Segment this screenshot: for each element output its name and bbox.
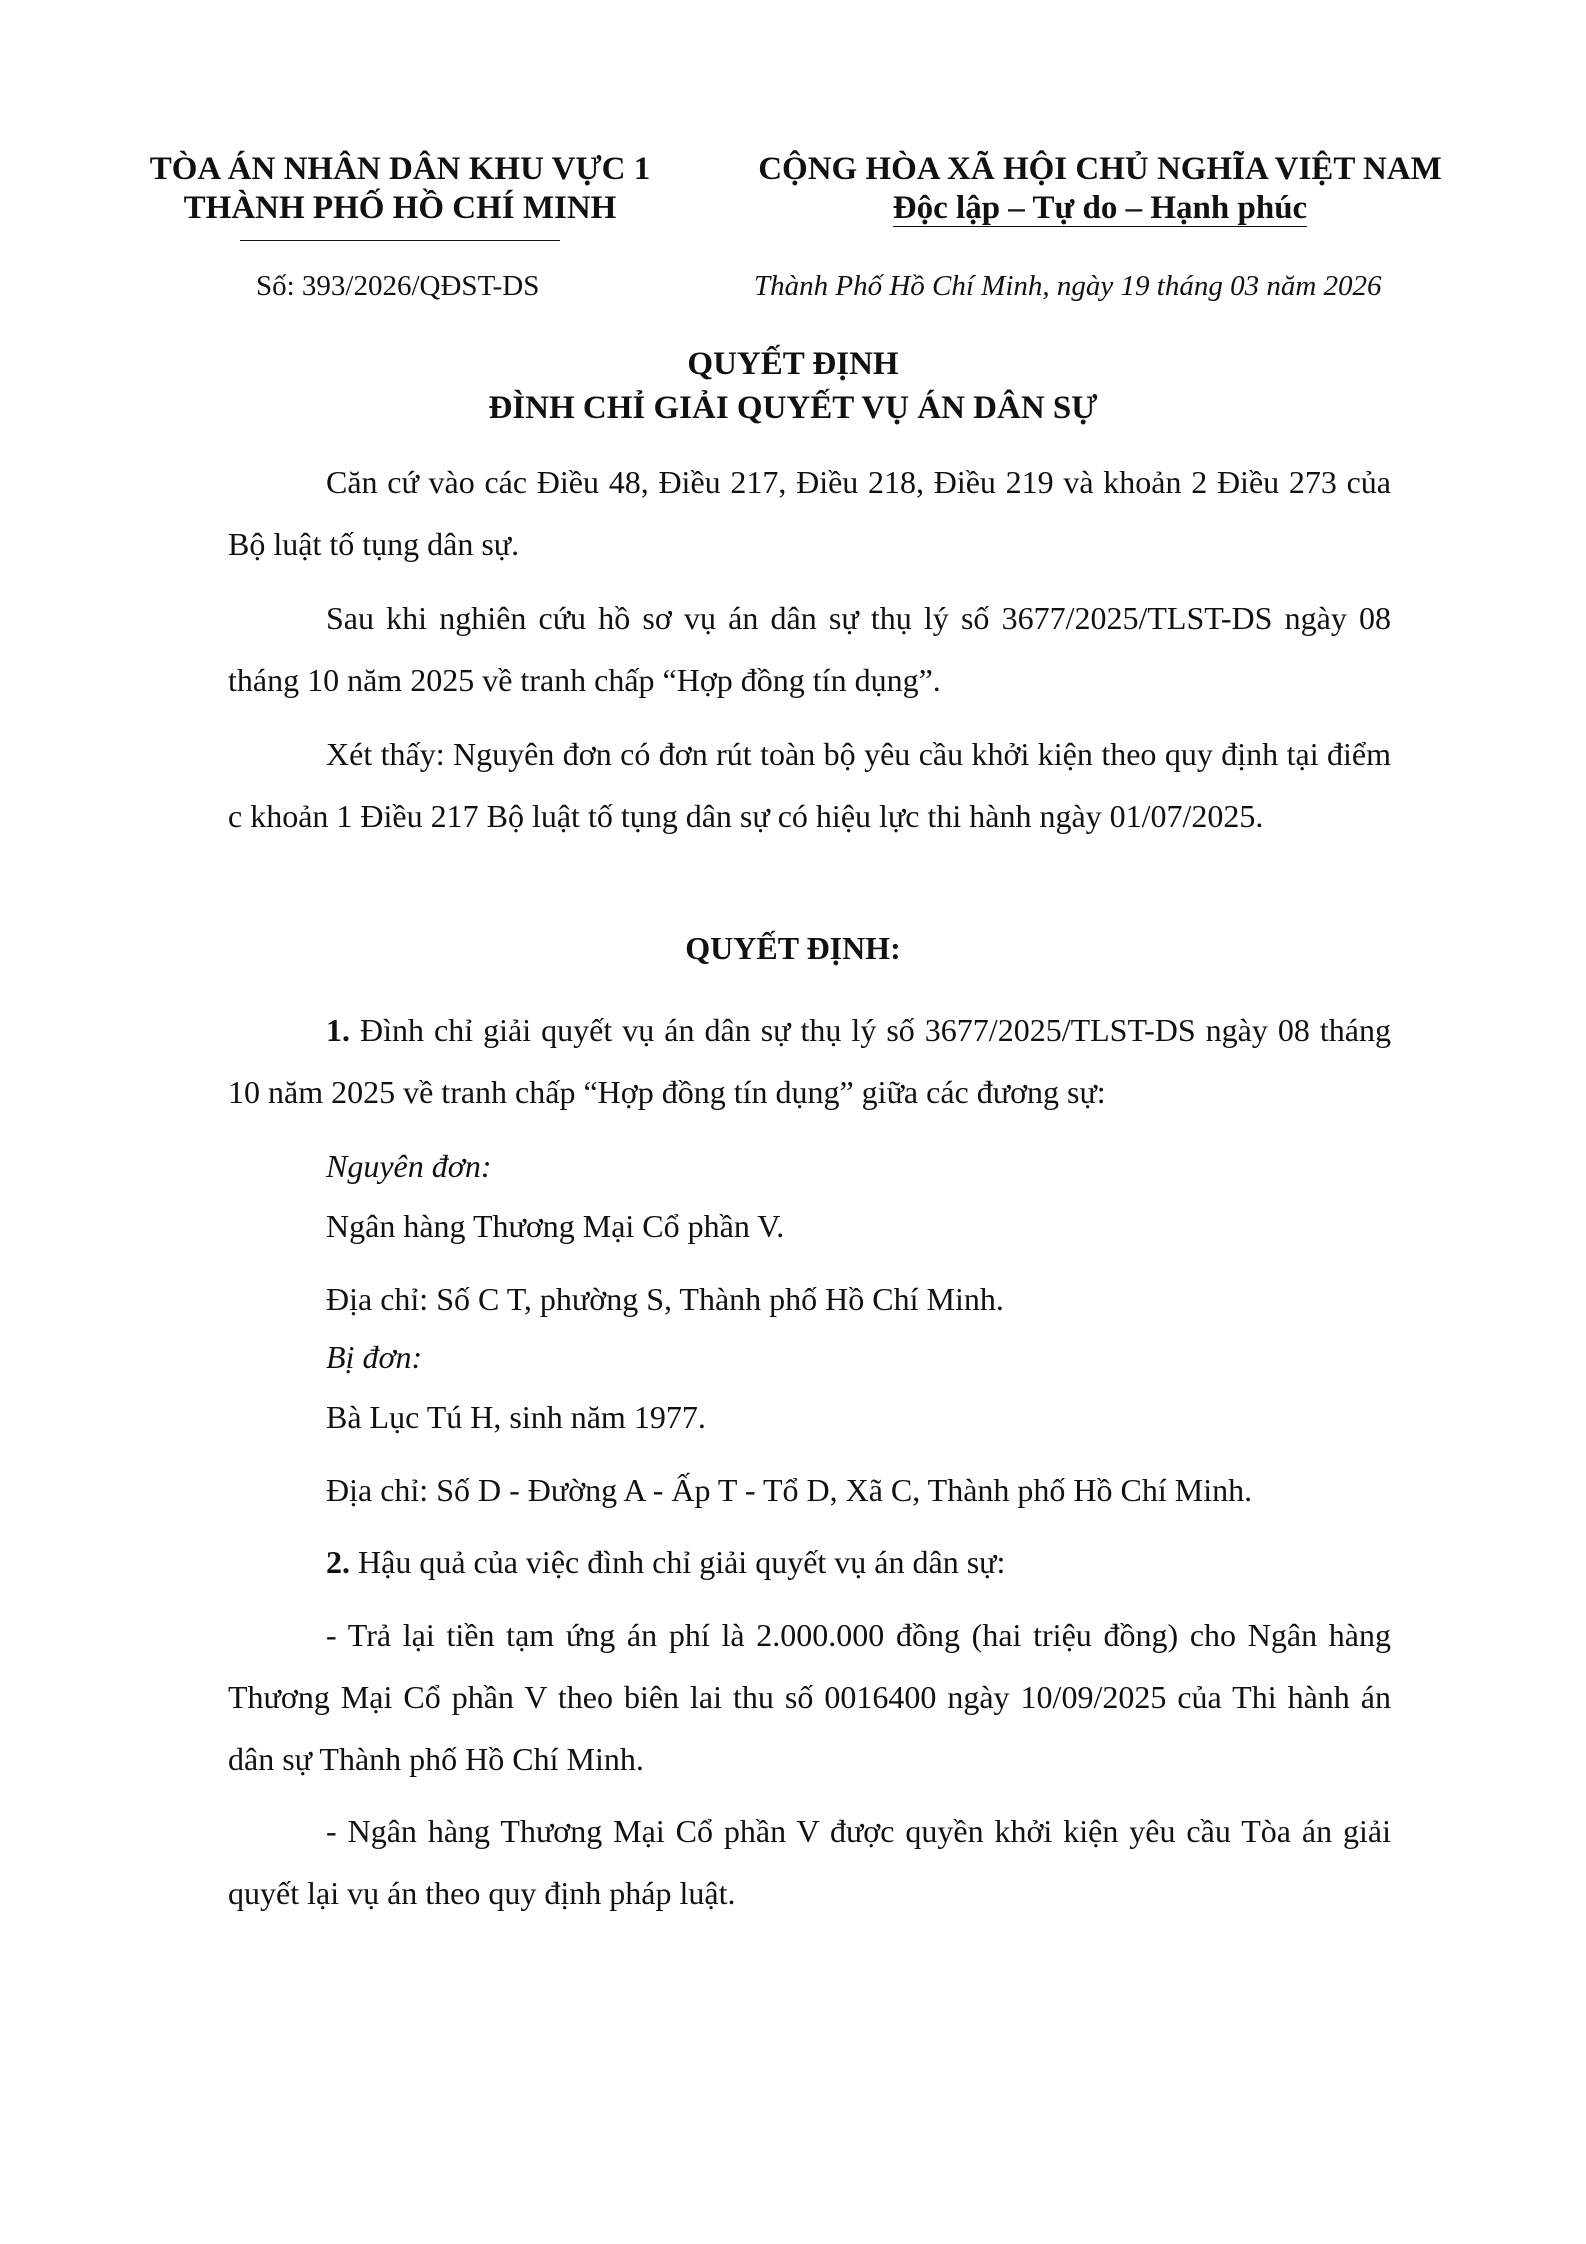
refund-clause: - Trả lại tiền tạm ứng án phí là 2.000.000 đồng (hai triệu đồng) cho Ngân hàng Thương Mại Cổ phần V theo biên lai thu số 0016400 ngày 10/09/2025 của Thi hành án dân sự Thành phố Hồ Chí Minh. — [228, 1617, 1391, 1777]
decision-item-1 — [228, 999, 1391, 1123]
right-to-resue-clause: - Ngân hàng Thương Mại Cổ phần V được quyền khởi kiện yêu cầu Tòa án giải quyết lại vụ án theo quy định pháp luật. — [228, 1813, 1391, 1911]
place-and-date: Thành Phố Hồ Chí Minh, ngày 19 tháng 03 năm 2026 — [754, 270, 1382, 302]
court-name-underline — [240, 240, 560, 241]
defendant-address: Địa chỉ: Số D - Đường A - Ấp T - Tổ D, Xã C, Thành phố Hồ Chí Minh. — [326, 1472, 1253, 1508]
national-motto-block — [700, 150, 1500, 228]
court-name-block — [120, 150, 680, 228]
court-name-line1: TÒA ÁN NHÂN DÂN KHU VỰC 1 — [149, 151, 651, 187]
defendant-name: Bà Lục Tú H, sinh năm 1977. — [326, 1399, 706, 1435]
document-subtitle: ĐÌNH CHỈ GIẢI QUYẾT VỤ ÁN DÂN SỰ — [488, 390, 1098, 426]
item-1-number: 1. — [326, 1012, 350, 1048]
court-name-line2: THÀNH PHỐ HỒ CHÍ MINH — [183, 190, 617, 226]
defendant-label: Bị đơn: — [326, 1339, 423, 1375]
item-2-number: 2. — [326, 1544, 350, 1580]
decision-heading: QUYẾT ĐỊNH: — [685, 930, 901, 966]
nation-motto: Độc lập – Tự do – Hạnh phúc — [892, 190, 1308, 226]
preamble-case-review: Sau khi nghiên cứu hồ sơ vụ án dân sự thụ lý số 3677/2025/TLST-DS ngày 08 tháng 10 năm 2025 về tranh chấp “Hợp đồng tín dụng”. — [228, 600, 1391, 698]
plaintiff-address: Địa chỉ: Số C T, phường S, Thành phố Hồ Chí Minh. — [326, 1281, 1004, 1317]
document-title: QUYẾT ĐỊNH — [687, 346, 899, 382]
plaintiff-name: Ngân hàng Thương Mại Cổ phần V. — [326, 1208, 785, 1244]
item-1-text: Đình chỉ giải quyết vụ án dân sự thụ lý số 3677/2025/TLST-DS ngày 08 tháng 10 năm 2025 về tranh chấp “Hợp đồng tín dụng” giữa các đương sự: — [228, 1012, 1391, 1110]
decision-item-2 — [326, 1531, 1005, 1593]
plaintiff-label: Nguyên đơn: — [326, 1148, 492, 1184]
nation-name: CỘNG HÒA XÃ HỘI CHỦ NGHĨA VIỆT NAM — [758, 151, 1442, 187]
preamble-consideration: Xét thấy: Nguyên đơn có đơn rút toàn bộ yêu cầu khởi kiện theo quy định tại điểm c khoản 1 Điều 217 Bộ luật tố tụng dân sự có hiệu lực thi hành ngày 01/07/2025. — [228, 736, 1391, 834]
document-number: Số: 393/2026/QĐST-DS — [256, 270, 540, 302]
preamble-legal-basis: Căn cứ vào các Điều 48, Điều 217, Điều 218, Điều 219 và khoản 2 Điều 273 của Bộ luật tố tụng dân sự. — [228, 464, 1391, 562]
item-2-text: Hậu quả của việc đình chỉ giải quyết vụ án dân sự: — [350, 1544, 1006, 1580]
